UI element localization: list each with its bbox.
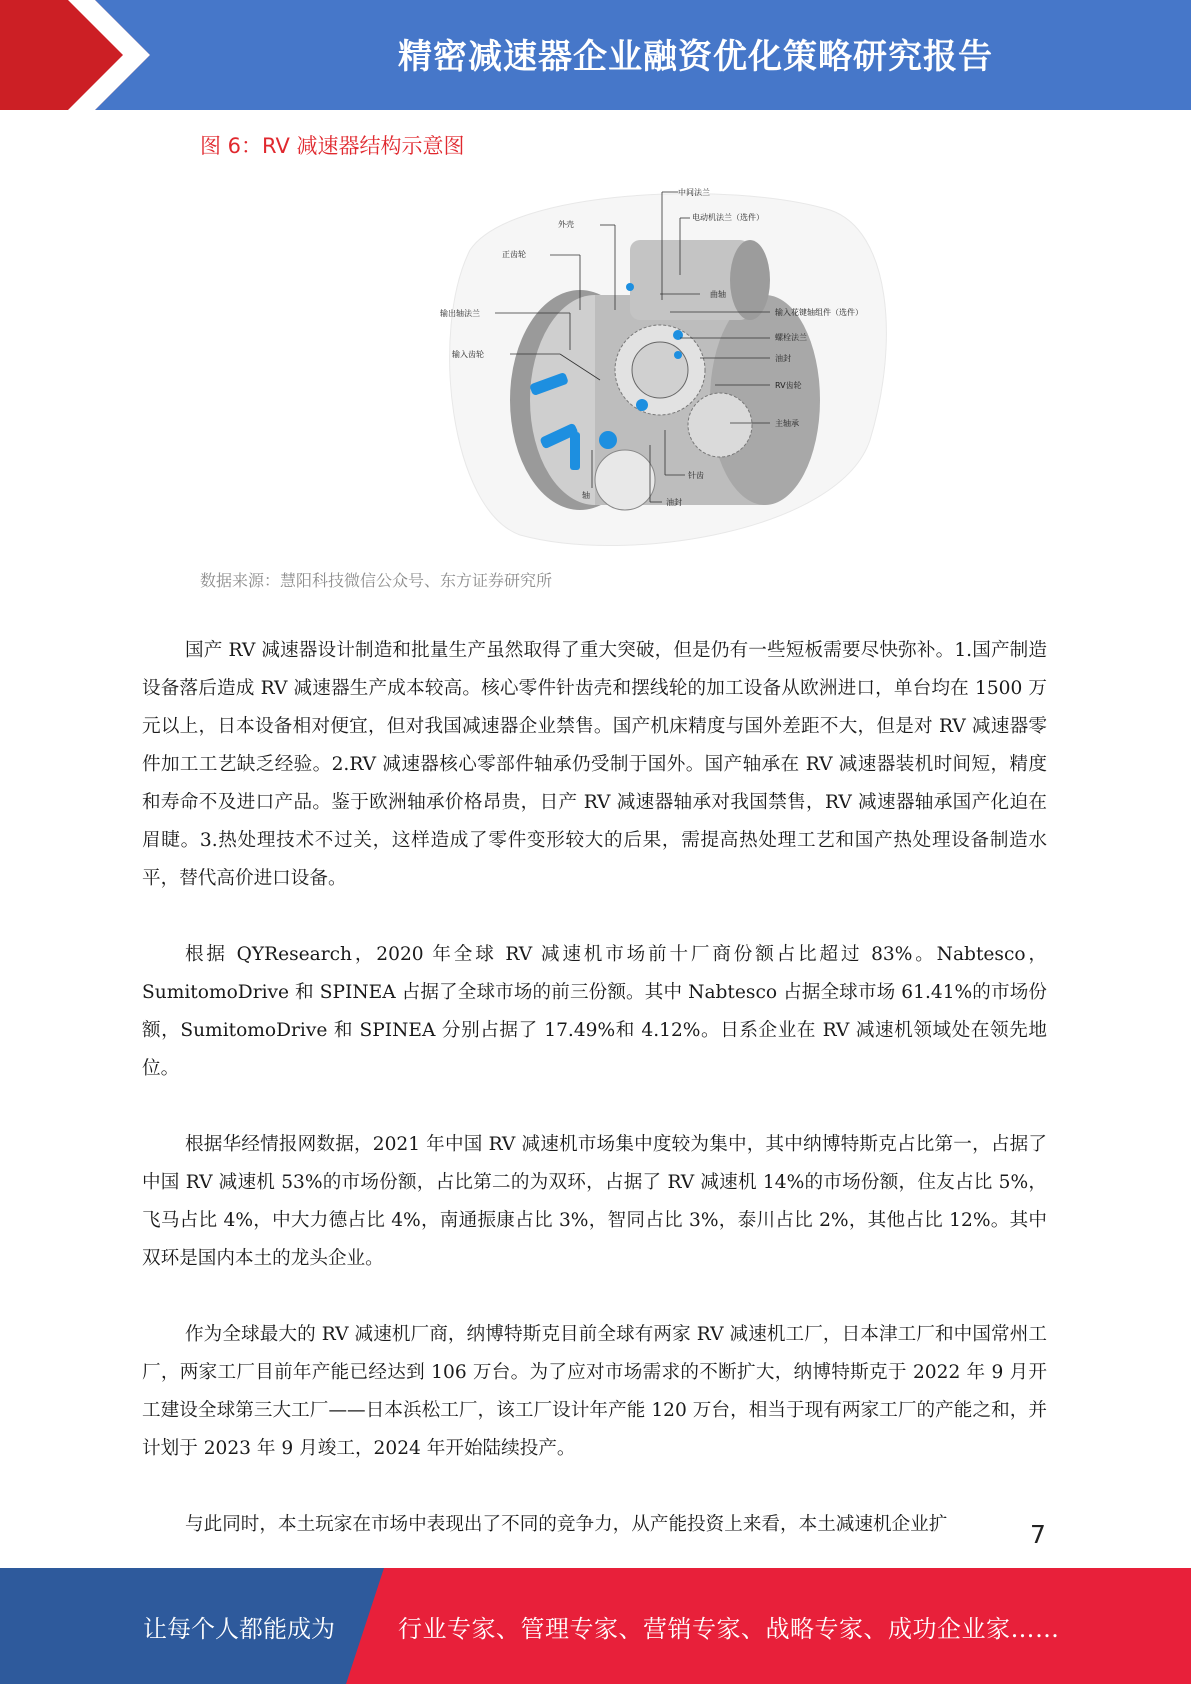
report-title: 精密减速器企业融资优化策略研究报告	[398, 36, 993, 77]
paragraph: 作为全球最大的 RV 减速机厂商，纳博特斯克目前全球有两家 RV 减速机工厂，日本津工厂和中国常州工厂，两家工厂目前年产能已经达到 106 万台。为了应对市场需求的不断扩大，纳博特斯克于 2022 年 9 月开工建设全球第三大工厂——日本浜松工厂，该工厂设计年产能 120 万台，相当于现有两家工厂的产能之和，并计划于 2023 年 9 月竣工，2024 年开始陆续投产。	[142, 1324, 1047, 1459]
label-spur-gear: 正齿轮	[502, 250, 526, 259]
label-input-spline: 输入花键轴组件（选件）	[775, 308, 863, 317]
label-rv-gear: RV齿轮	[775, 381, 802, 390]
label-housing: 外壳	[558, 220, 574, 229]
rv-reducer-structure-diagram	[430, 180, 900, 565]
label-mid-flange: 中间法兰	[678, 188, 710, 197]
header-chevron-decoration	[0, 0, 200, 110]
body-content	[142, 632, 1047, 1582]
paragraph: 国产 RV 减速器设计制造和批量生产虽然取得了重大突破，但是仍有一些短板需要尽快弥补。1.国产制造设备落后造成 RV 减速器生产成本较高。核心零件针齿壳和摆线轮的加工设备从欧洲进口，单台均在 1500 万元以上，日本设备相对便宜，但对我国减速器企业禁售。国产机床精度与国外差距不大，但是对 RV 减速器零件加工工艺缺乏经验。2.RV 减速器核心零部件轴承仍受制于国外。国产轴承在 RV 减速器装机时间短，精度和寿命不及进口产品。鉴于欧洲轴承价格昂贵，日产 RV 减速器轴承对我国禁售，RV 减速器轴承国产化迫在眉睫。3.热处理技术不过关，这样造成了零件变形较大的后果，需提高热处理工艺和国产热处理设备制造水平，替代高价进口设备。	[142, 640, 1047, 889]
label-crank-shaft: 曲轴	[710, 290, 726, 299]
footer-slogan-right: 行业专家、管理专家、营销专家、战略专家、成功企业家……	[398, 1614, 1060, 1643]
label-oil-seal-bottom: 油封	[666, 498, 682, 507]
label-pin-housing: 针齿	[688, 471, 704, 480]
paragraph: 根据华经情报网数据，2021 年中国 RV 减速机市场集中度较为集中，其中纳博特斯克占比第一，占据了中国 RV 减速机 53%的市场份额，占比第二的为双环，占据了 RV 减速机 14%的市场份额，住友占比 5%，飞马占比 4%，中大力德占比 4%，南通振康占比 3%，智同占比 3%，泰川占比 2%，其他占比 12%。其中双环是国内本土的龙头企业。	[142, 1134, 1047, 1269]
label-bolt-flange: 螺栓法兰	[775, 333, 807, 342]
page-number: 7	[1030, 1520, 1046, 1549]
paragraph: 与此同时，本土玩家在市场中表现出了不同的竞争力，从产能投资上来看，本土减速机企业扩	[185, 1514, 948, 1535]
label-output-flange: 输出轴法兰	[440, 309, 480, 318]
figure-caption: 图 6：RV 减速器结构示意图	[200, 134, 465, 158]
label-main-bearing: 主轴承	[775, 419, 799, 428]
header-banner	[0, 0, 1191, 110]
footer-banner	[0, 1568, 1191, 1684]
label-motor-flange: 电动机法兰（选件）	[692, 213, 764, 222]
paragraph: 根据 QYResearch，2020 年全球 RV 减速机市场前十厂商份额占比超过 83%。Nabtesco，SumitomoDrive 和 SPINEA 占据了全球市场的前三份额。其中 Nabtesco 占据全球市场 61.41%的市场份额，SumitomoDrive 和 SPINEA 分别占据了 17.49%和 4.12%。日系企业在 RV 减速机领域处在领先地位。	[142, 944, 1047, 1079]
label-oil-seal-top: 油封	[775, 354, 791, 363]
label-shaft: 轴	[582, 491, 590, 500]
figure-source-note: 数据来源：慧阳科技微信公众号、东方证券研究所	[200, 571, 553, 590]
label-input-gear: 输入齿轮	[452, 350, 484, 359]
footer-slogan-left: 让每个人都能成为	[143, 1614, 335, 1643]
